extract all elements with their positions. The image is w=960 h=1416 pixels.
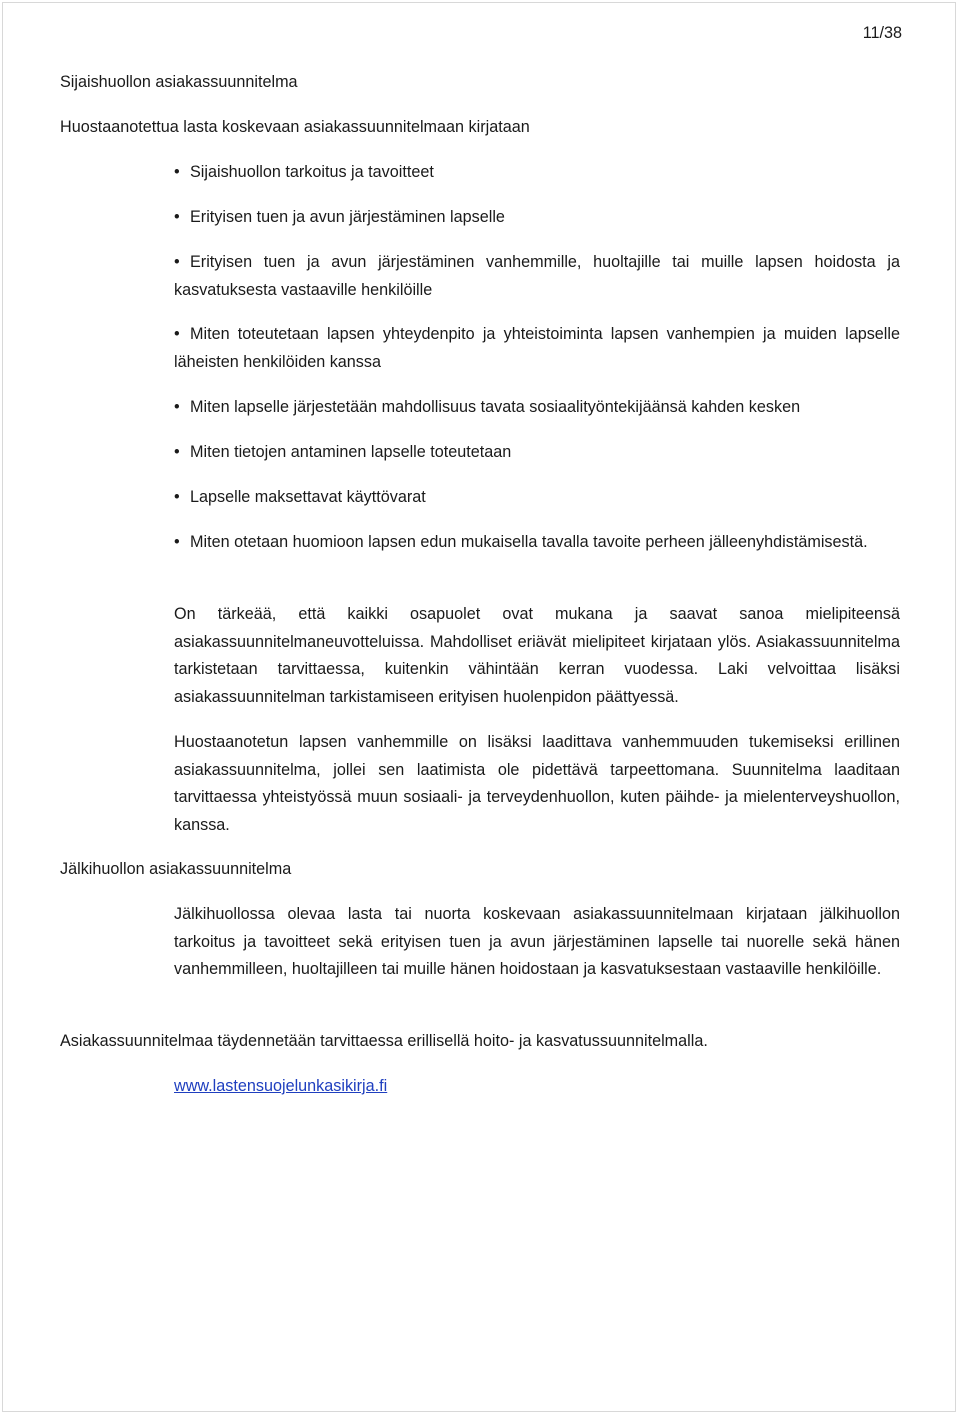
section-heading-aftercare: Jälkihuollon asiakassuunnitelma xyxy=(60,860,292,878)
list-item xyxy=(174,529,900,557)
bullet-icon: • xyxy=(174,533,180,551)
bullet-icon: • xyxy=(174,208,180,226)
paragraph-supplement: Asiakassuunnitelmaa täydennetään tarvittaessa erillisellä hoito- ja kasvatussuunnitelmalla. xyxy=(60,1032,708,1050)
list-item xyxy=(174,439,900,467)
list-item xyxy=(174,249,900,304)
bullet-icon: • xyxy=(174,163,180,181)
list-item xyxy=(174,321,900,376)
paragraph-participation: On tärkeää, että kaikki osapuolet ovat mukana ja saavat sanoa mielipiteensä asiakassuunnitelmaneuvotteluissa. Mahdolliset eriävät mielipiteet kirjataan ylös. Asiakassuunnitelma tarkistetaan tarvittaessa, kuitenkin vähintään kerran vuodessa. Laki velvoittaa lisäksi asiakassuunnitelman tarkistamiseen erityisen huolenpidon päättyessä. xyxy=(174,605,900,706)
page-number: 11/38 xyxy=(862,24,902,42)
bullet-icon: • xyxy=(174,488,180,506)
list-item-text: Erityisen tuen ja avun järjestäminen vanhemmille, huoltajille tai muille lapsen hoidosta ja kasvatuksesta vastaaville henkilöille xyxy=(174,253,900,299)
list-item xyxy=(174,394,900,422)
bullet-icon: • xyxy=(174,398,180,416)
bullet-icon: • xyxy=(174,443,180,461)
list-item-text: Miten lapselle järjestetään mahdollisuus tavata sosiaalityöntekijäänsä kahden kesken xyxy=(190,398,801,416)
list-item xyxy=(174,484,900,512)
website-link[interactable]: www.lastensuojelunkasikirja.fi xyxy=(174,1077,388,1095)
paragraph-parents-plan: Huostaanotetun lapsen vanhemmille on lisäksi laadittava vanhemmuuden tukemiseksi erillinen asiakassuunnitelma, jollei sen laatimista ole pidettävä tarpeettomana. Suunnitelma laaditaan tarvittaessa yhteistyössä muun sosiaali- ja terveydenhuollon, kuten päihde- ja mielenterveyshuollon, kanssa. xyxy=(174,733,900,834)
bullet-icon: • xyxy=(174,253,180,271)
list-item xyxy=(174,204,900,232)
bullet-icon: • xyxy=(174,325,180,343)
list-item-text: Lapselle maksettavat käyttövarat xyxy=(190,488,426,506)
list-item-text: Miten tietojen antaminen lapselle toteutetaan xyxy=(190,443,512,461)
list-item-text: Miten toteutetaan lapsen yhteydenpito ja yhteistoiminta lapsen vanhempien ja muiden lapselle läheisten henkilöiden kanssa xyxy=(174,325,900,371)
list-item-text: Erityisen tuen ja avun järjestäminen lapselle xyxy=(190,208,505,226)
paragraph-aftercare: Jälkihuollossa olevaa lasta tai nuorta koskevaan asiakassuunnitelmaan kirjataan jälkihuollon tarkoitus ja tavoitteet sekä erityisen tuen ja avun järjestäminen lapselle tai nuorelle sekä hänen vanhemmilleen, huoltajilleen tai muille hänen hoidostaan ja kasvatuksestaan vastaaville henkilöille. xyxy=(174,905,900,978)
list-item xyxy=(174,159,900,187)
website-link-line xyxy=(174,1073,387,1101)
section-heading-substitute-care: Sijaishuollon asiakassuunnitelma xyxy=(60,73,298,91)
intro-line: Huostaanotettua lasta koskevaan asiakassuunnitelmaan kirjataan xyxy=(60,118,530,136)
list-item-text: Miten otetaan huomioon lapsen edun mukaisella tavalla tavoite perheen jälleenyhdistämisestä. xyxy=(190,533,868,551)
list-item-text: Sijaishuollon tarkoitus ja tavoitteet xyxy=(190,163,434,181)
